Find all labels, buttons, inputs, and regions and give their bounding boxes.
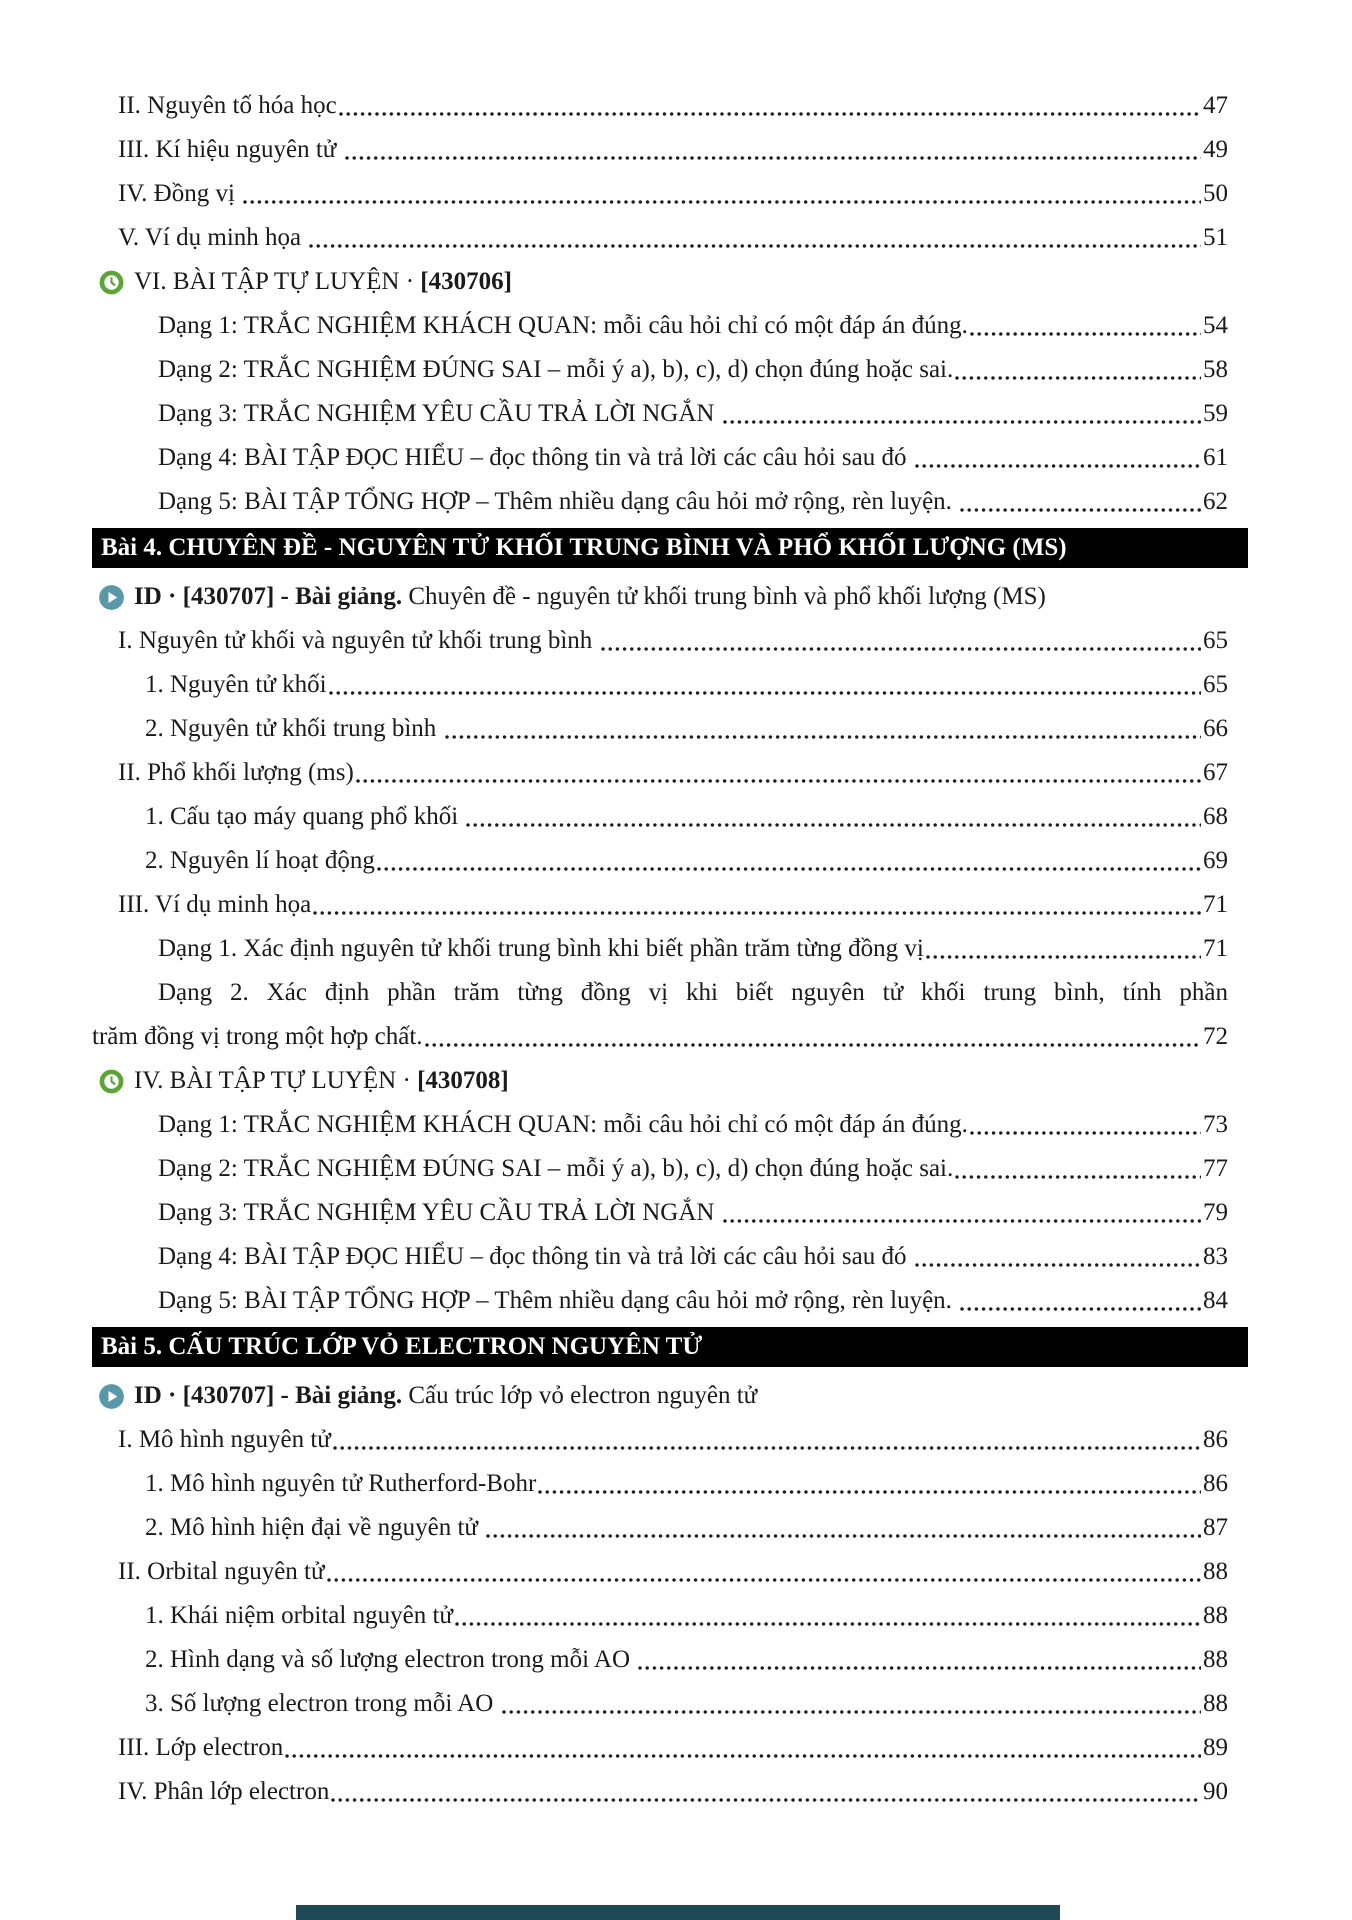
toc-entry: [158, 436, 1228, 480]
page-number: 71: [1203, 891, 1228, 918]
toc-entry: [118, 84, 1228, 128]
entry-label: [118, 1726, 283, 1770]
entry-text: 1. Nguyên tử khối: [145, 671, 327, 698]
toc-entry: [118, 1770, 1228, 1814]
toc-entry: [118, 128, 1228, 172]
entry-text: Dạng 1. Xác định nguyên tử khối trung bình khi biết phần trăm từng đồng vị: [158, 935, 924, 962]
entry-text: Dạng 4: BÀI TẬP ĐỌC HIỂU – đọc thông tin và trả lời các câu hỏi sau đó: [158, 444, 913, 471]
toc-entry: [145, 1594, 1228, 1638]
toc-entry: [118, 1726, 1228, 1770]
dot-leader: [970, 332, 1201, 336]
toc-entry: [118, 751, 1228, 795]
toc-entry: [158, 927, 1228, 971]
toc-entry: [145, 795, 1228, 839]
clock-icon: [98, 269, 125, 296]
page-number: 65: [1203, 671, 1228, 698]
page-number: 65: [1203, 627, 1228, 654]
dot-leader: [377, 867, 1201, 871]
toc-entry: [118, 172, 1228, 216]
dot-leader: [915, 464, 1201, 468]
entry-text: Chuyên đề - nguyên tử khối trung bình và phổ khối lượng (MS): [408, 583, 1046, 610]
entry-label: [145, 1462, 536, 1506]
entry-text-bold: [430706]: [420, 268, 512, 295]
entry-text: II. Orbital nguyên tử: [118, 1558, 325, 1585]
clock-icon: [98, 1068, 125, 1095]
section-header-label: Bài 4. CHUYÊN ĐỀ - NGUYÊN TỬ KHỐI TRUNG BÌNH VÀ PHỔ KHỐI LƯỢNG (MS): [101, 534, 1067, 561]
toc-entry: [158, 1147, 1228, 1191]
play-icon: [98, 584, 125, 611]
entry-label: [134, 260, 512, 304]
entry-label: [92, 1015, 423, 1059]
entry-text: VI. BÀI TẬP TỰ LUYỆN ·: [134, 268, 421, 295]
dot-leader: [466, 823, 1201, 827]
entry-label: [158, 480, 958, 524]
entry-label: [134, 575, 1046, 619]
toc-entry: [145, 663, 1228, 707]
page-number: 88: [1203, 1690, 1228, 1717]
dot-leader: [309, 244, 1201, 248]
entry-text: Dạng 1: TRẮC NGHIỆM KHÁCH QUAN: mỗi câu hỏi chỉ có một đáp án đúng.: [158, 312, 968, 339]
entry-label: [118, 172, 241, 216]
toc-entry: [158, 971, 1228, 1015]
entry-label: [158, 392, 721, 436]
entry-label: [158, 1279, 958, 1323]
entry-label: [118, 84, 337, 128]
dot-leader: [329, 691, 1201, 695]
entry-label: [145, 1594, 453, 1638]
entry-text: III. Ví dụ minh họa: [118, 891, 312, 918]
toc-entry: [145, 1638, 1228, 1682]
dot-leader: [331, 1798, 1201, 1802]
dot-leader: [339, 112, 1201, 116]
dot-leader: [915, 1263, 1201, 1267]
page-number: 59: [1203, 400, 1228, 427]
entry-text: III. Lớp electron: [118, 1734, 284, 1761]
entry-label: [158, 1103, 968, 1147]
entry-label: [118, 1550, 325, 1594]
page-number: 87: [1203, 1514, 1228, 1541]
entry-label: [134, 1374, 757, 1418]
dot-leader: [926, 955, 1201, 959]
entry-text-bold: [430708]: [417, 1067, 509, 1094]
entry-text: III. Kí hiệu nguyên tử: [118, 136, 343, 163]
toc-entry: [158, 1235, 1228, 1279]
dot-leader: [445, 735, 1201, 739]
page-number: 79: [1203, 1199, 1228, 1226]
toc-entry: [158, 348, 1228, 392]
page-number: 61: [1203, 444, 1228, 471]
toc-entry: [98, 575, 1228, 619]
page-number: 54: [1203, 312, 1228, 339]
dot-leader: [601, 647, 1201, 651]
entry-label: [145, 1638, 636, 1682]
toc-entry: [98, 1374, 1228, 1418]
entry-text: Dạng 5: BÀI TẬP TỔNG HỢP – Thêm nhiều dạng câu hỏi mở rộng, rèn luyện.: [158, 488, 959, 515]
entry-text-bold: ID · [430707] - Bài giảng.: [134, 1382, 409, 1409]
page-number: 67: [1203, 759, 1228, 786]
page-number: 88: [1203, 1602, 1228, 1629]
toc-entry: [158, 1103, 1228, 1147]
entry-label: [158, 979, 1228, 1006]
dot-leader: [960, 1307, 1201, 1311]
entry-text: IV. Phân lớp electron: [118, 1778, 330, 1805]
entry-label: [118, 1418, 331, 1462]
page-number: 71: [1203, 935, 1228, 962]
dot-leader: [723, 1219, 1201, 1223]
entry-text: Dạng 5: BÀI TẬP TỔNG HỢP – Thêm nhiều dạng câu hỏi mở rộng, rèn luyện.: [158, 1287, 959, 1314]
entry-label: [118, 619, 599, 663]
entry-text-bold: ID · [430707] - Bài giảng.: [134, 583, 409, 610]
page-number: 73: [1203, 1111, 1228, 1138]
entry-text: Dạng 1: TRẮC NGHIỆM KHÁCH QUAN: mỗi câu hỏi chỉ có một đáp án đúng.: [158, 1111, 968, 1138]
entry-text: Dạng 4: BÀI TẬP ĐỌC HIỂU – đọc thông tin và trả lời các câu hỏi sau đó: [158, 1243, 913, 1270]
toc-entry: [158, 1279, 1228, 1323]
entry-label: [118, 216, 307, 260]
entry-text: Dạng 2. Xác định phần trăm từng đồng vị khi biết nguyên tử khối trung bình, tính phần: [158, 979, 1228, 1006]
entry-text: IV. BÀI TẬP TỰ LUYỆN ·: [134, 1067, 418, 1094]
dot-leader: [327, 1578, 1201, 1582]
page-number: 69: [1203, 847, 1228, 874]
page-number: 58: [1203, 356, 1228, 383]
page-number: 51: [1203, 224, 1228, 251]
entry-text: I. Nguyên tử khối và nguyên tử khối trung bình: [118, 627, 599, 654]
entry-label: [158, 436, 913, 480]
dot-leader: [333, 1446, 1201, 1450]
section-header-bar: [92, 528, 1248, 568]
entry-label: [158, 927, 924, 971]
entry-text: I. Mô hình nguyên tử: [118, 1426, 331, 1453]
page-number: 77: [1203, 1155, 1228, 1182]
page-number: 86: [1203, 1426, 1228, 1453]
toc-entry: [118, 883, 1228, 927]
dot-leader: [356, 779, 1201, 783]
entry-label: [118, 1770, 329, 1814]
toc-entry: [118, 619, 1228, 663]
toc-entry: [158, 392, 1228, 436]
page-number: 88: [1203, 1646, 1228, 1673]
page-number: 86: [1203, 1470, 1228, 1497]
entry-label: [118, 751, 354, 795]
page-number: 88: [1203, 1558, 1228, 1585]
entry-label: [118, 883, 311, 927]
page-number: 84: [1203, 1287, 1228, 1314]
toc-entry: [158, 480, 1228, 524]
toc-entry: [145, 1506, 1228, 1550]
entry-label: [158, 348, 953, 392]
page-number: 89: [1203, 1734, 1228, 1761]
entry-text: V. Ví dụ minh họa: [118, 224, 308, 251]
entry-text: Dạng 3: TRẮC NGHIỆM YÊU CẦU TRẢ LỜI NGẮN: [158, 1199, 721, 1226]
entry-label: [145, 839, 375, 883]
entry-text: 2. Nguyên lí hoạt động: [145, 847, 375, 874]
dot-leader: [455, 1622, 1201, 1626]
entry-text: 2. Hình dạng và số lượng electron trong mỗi AO: [145, 1646, 637, 1673]
entry-label: [145, 795, 464, 839]
page-number: 72: [1203, 1023, 1228, 1050]
page-number: 90: [1203, 1778, 1228, 1805]
entry-text: II. Nguyên tố hóa học: [118, 92, 337, 119]
toc-entry: [98, 260, 1228, 304]
entry-label: [145, 663, 327, 707]
toc-entry: [92, 1015, 1228, 1059]
footer-bar: [296, 1905, 1060, 1920]
dot-leader: [285, 1754, 1201, 1758]
entry-text: trăm đồng vị trong một hợp chất.: [92, 1023, 423, 1050]
page-number: 66: [1203, 715, 1228, 742]
toc-entry: [145, 1682, 1228, 1726]
dot-leader: [243, 200, 1201, 204]
dot-leader: [345, 156, 1201, 160]
entry-label: [158, 1191, 721, 1235]
page-number: 49: [1203, 136, 1228, 163]
toc-entry: [145, 1462, 1228, 1506]
toc-entry: [145, 707, 1228, 751]
entry-label: [145, 707, 443, 751]
entry-text: 1. Cấu tạo máy quang phổ khối: [145, 803, 465, 830]
page-number: 83: [1203, 1243, 1228, 1270]
dot-leader: [538, 1490, 1201, 1494]
page-number: 47: [1203, 92, 1228, 119]
entry-text: Dạng 3: TRẮC NGHIỆM YÊU CẦU TRẢ LỜI NGẮN: [158, 400, 721, 427]
entry-label: [158, 304, 968, 348]
entry-text: Dạng 2: TRẮC NGHIỆM ĐÚNG SAI – mỗi ý a), b), c), d) chọn đúng hoặc sai.: [158, 1155, 954, 1182]
entry-label: [145, 1506, 484, 1550]
entry-text: 3. Số lượng electron trong mỗi AO: [145, 1690, 500, 1717]
section-header-label: Bài 5. CẤU TRÚC LỚP VỎ ELECTRON NGUYÊN TỬ: [101, 1333, 703, 1360]
entry-label: [145, 1682, 500, 1726]
page-number: 62: [1203, 488, 1228, 515]
entry-text: II. Phổ khối lượng (ms): [118, 759, 354, 786]
toc-entry: [118, 1550, 1228, 1594]
dot-leader: [970, 1131, 1201, 1135]
toc-entry: [98, 1059, 1228, 1103]
dot-leader: [955, 1175, 1201, 1179]
entry-text: IV. Đồng vị: [118, 180, 242, 207]
section-header-bar: [92, 1327, 1248, 1367]
entry-text: Cấu trúc lớp vỏ electron nguyên tử: [408, 1382, 758, 1409]
entry-label: [158, 1147, 953, 1191]
toc-entry: [145, 839, 1228, 883]
entry-text: 2. Nguyên tử khối trung bình: [145, 715, 443, 742]
dot-leader: [486, 1534, 1201, 1538]
dot-leader: [723, 420, 1201, 424]
toc-entry: [118, 1418, 1228, 1462]
toc-entry: [118, 216, 1228, 260]
dot-leader: [313, 911, 1201, 915]
dot-leader: [502, 1710, 1201, 1714]
page-number: 50: [1203, 180, 1228, 207]
dot-leader: [955, 376, 1201, 380]
dot-leader: [960, 508, 1201, 512]
entry-text: Dạng 2: TRẮC NGHIỆM ĐÚNG SAI – mỗi ý a), b), c), d) chọn đúng hoặc sai.: [158, 356, 954, 383]
dot-leader: [425, 1043, 1201, 1047]
toc-entry: [158, 1191, 1228, 1235]
entry-label: [118, 128, 343, 172]
entry-text: 1. Mô hình nguyên tử Rutherford-Bohr: [145, 1470, 537, 1497]
entry-label: [158, 1235, 913, 1279]
entry-label: [134, 1059, 509, 1103]
entry-text: 2. Mô hình hiện đại về nguyên tử: [145, 1514, 485, 1541]
page-number: 68: [1203, 803, 1228, 830]
toc-entry: [158, 304, 1228, 348]
play-icon: [98, 1383, 125, 1410]
entry-text: 1. Khái niệm orbital nguyên tử: [145, 1602, 453, 1629]
dot-leader: [638, 1666, 1201, 1670]
